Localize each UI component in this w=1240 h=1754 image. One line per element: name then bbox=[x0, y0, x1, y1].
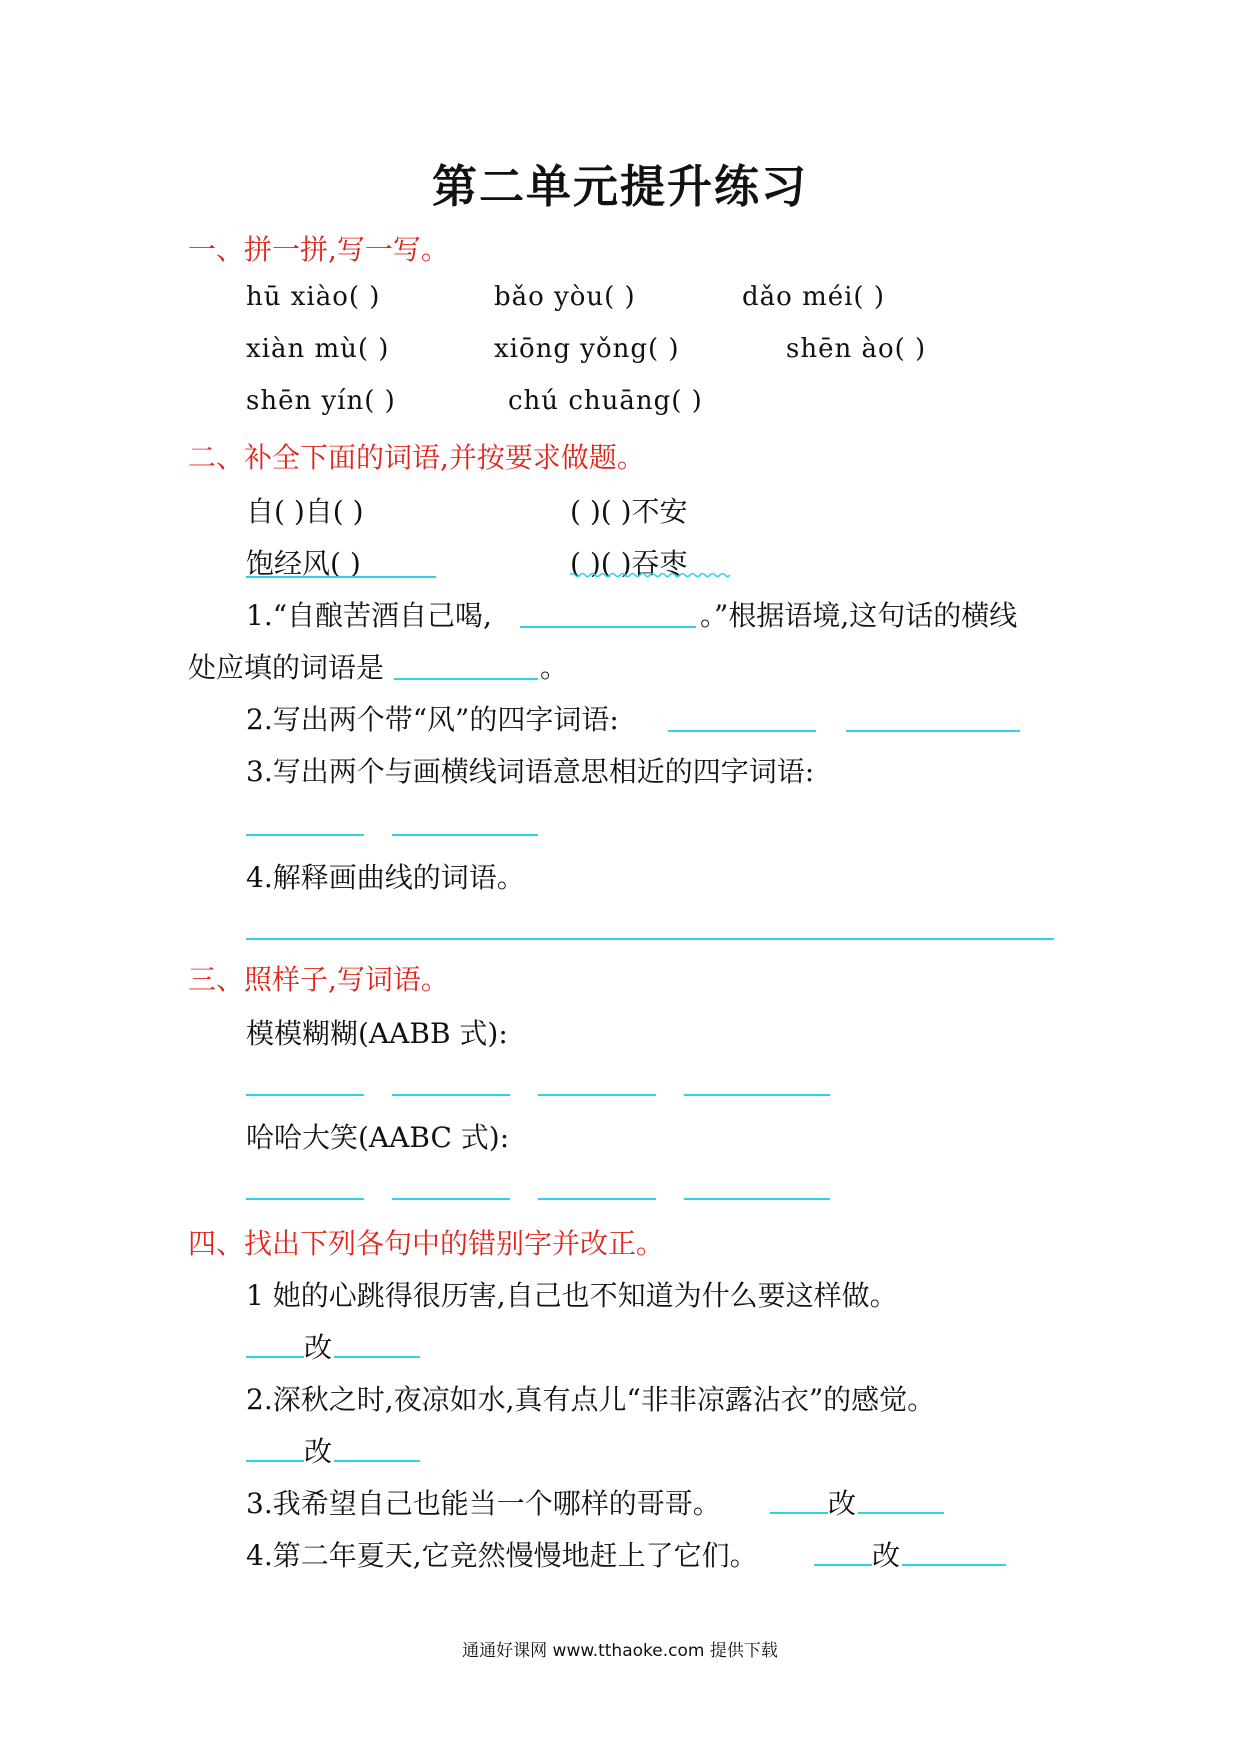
pinyin-item: shēn yín( ) bbox=[246, 386, 396, 416]
answer-blank[interactable] bbox=[668, 730, 816, 732]
answer-blank[interactable] bbox=[770, 1512, 828, 1514]
correction-label: 改 bbox=[872, 1539, 901, 1572]
typo-sentence: 1 她的心跳得很历害,自己也不知道为什么要这样做。 bbox=[246, 1279, 898, 1312]
answer-blank[interactable] bbox=[394, 678, 538, 680]
pinyin-item: hū xiào( ) bbox=[246, 282, 381, 312]
pinyin-item: chú chuāng( ) bbox=[508, 386, 703, 416]
answer-blank[interactable] bbox=[684, 1094, 830, 1096]
answer-blank[interactable] bbox=[246, 1460, 304, 1462]
answer-blank[interactable] bbox=[814, 1564, 872, 1566]
question-4-text: 4.解释画曲线的词语。 bbox=[246, 861, 525, 894]
word-fill-underlined: 饱经风( ) bbox=[246, 547, 361, 580]
correction-label: 改 bbox=[304, 1331, 333, 1364]
answer-blank[interactable] bbox=[538, 1198, 656, 1200]
pattern-aabb: 模模糊糊(AABB 式): bbox=[246, 1017, 508, 1050]
answer-blank[interactable] bbox=[684, 1198, 830, 1200]
answer-blank[interactable] bbox=[334, 1460, 420, 1462]
question-3-text: 3.写出两个与画横线词语意思相近的四字词语: bbox=[246, 755, 815, 788]
pattern-aabc: 哈哈大笑(AABC 式): bbox=[246, 1121, 510, 1154]
typo-sentence: 2.深秋之时,夜凉如水,真有点儿“非非凉露沾衣”的感觉。 bbox=[246, 1383, 936, 1416]
correction-label: 改 bbox=[304, 1435, 333, 1468]
pinyin-item: xiàn mù( ) bbox=[246, 334, 390, 364]
typo-sentence: 4.第二年夏天,它竞然慢慢地赶上了它们。 bbox=[246, 1539, 758, 1572]
answer-blank[interactable] bbox=[846, 730, 1020, 732]
answer-blank[interactable] bbox=[392, 834, 538, 836]
answer-blank[interactable] bbox=[246, 834, 364, 836]
answer-blank[interactable] bbox=[858, 1512, 944, 1514]
answer-blank[interactable] bbox=[392, 1094, 510, 1096]
straight-underline bbox=[246, 576, 436, 578]
question-1-text-line2: 处应填的词语是 bbox=[188, 651, 385, 684]
typo-sentence: 3.我希望自己也能当一个哪样的哥哥。 bbox=[246, 1487, 721, 1520]
answer-blank[interactable] bbox=[246, 1198, 364, 1200]
section-4-heading: 四、找出下列各句中的错别字并改正。 bbox=[188, 1227, 665, 1260]
footer-credit: 通通好课网 www.tthaoke.com 提供下载 bbox=[462, 1641, 778, 1661]
section-3-heading: 三、照样子,写词语。 bbox=[188, 963, 449, 996]
pinyin-item: bǎo yòu( ) bbox=[494, 282, 636, 312]
answer-blank-long[interactable] bbox=[246, 938, 1054, 940]
answer-blank[interactable] bbox=[392, 1198, 510, 1200]
answer-blank[interactable] bbox=[246, 1356, 304, 1358]
question-1-end: 。 bbox=[540, 651, 569, 684]
word-fill: ( )( )不安 bbox=[570, 495, 688, 528]
answer-blank[interactable] bbox=[902, 1564, 1006, 1566]
page-title: 第二单元提升练习 bbox=[431, 160, 808, 213]
question-1-text: 1.“自酿苦酒自己喝, bbox=[246, 599, 492, 632]
pinyin-item: dǎo méi( ) bbox=[742, 282, 885, 312]
answer-blank[interactable] bbox=[334, 1356, 420, 1358]
answer-blank[interactable] bbox=[538, 1094, 656, 1096]
word-fill-wavy: ( )( )吞枣 bbox=[570, 547, 688, 580]
correction-label: 改 bbox=[828, 1487, 857, 1520]
wavy-underline bbox=[570, 572, 730, 578]
pinyin-item: xiōng yǒng( ) bbox=[494, 334, 680, 364]
answer-blank[interactable] bbox=[246, 1094, 364, 1096]
pinyin-item: shēn ào( ) bbox=[786, 334, 927, 364]
question-2-text: 2.写出两个带“风”的四字词语: bbox=[246, 703, 619, 736]
question-1-text-cont: 。”根据语境,这句话的横线 bbox=[700, 599, 1018, 632]
answer-blank[interactable] bbox=[520, 626, 696, 628]
section-2-heading: 二、补全下面的词语,并按要求做题。 bbox=[188, 441, 645, 474]
word-fill: 自( )自( ) bbox=[246, 495, 364, 528]
section-1-heading: 一、拼一拼,写一写。 bbox=[188, 233, 449, 266]
